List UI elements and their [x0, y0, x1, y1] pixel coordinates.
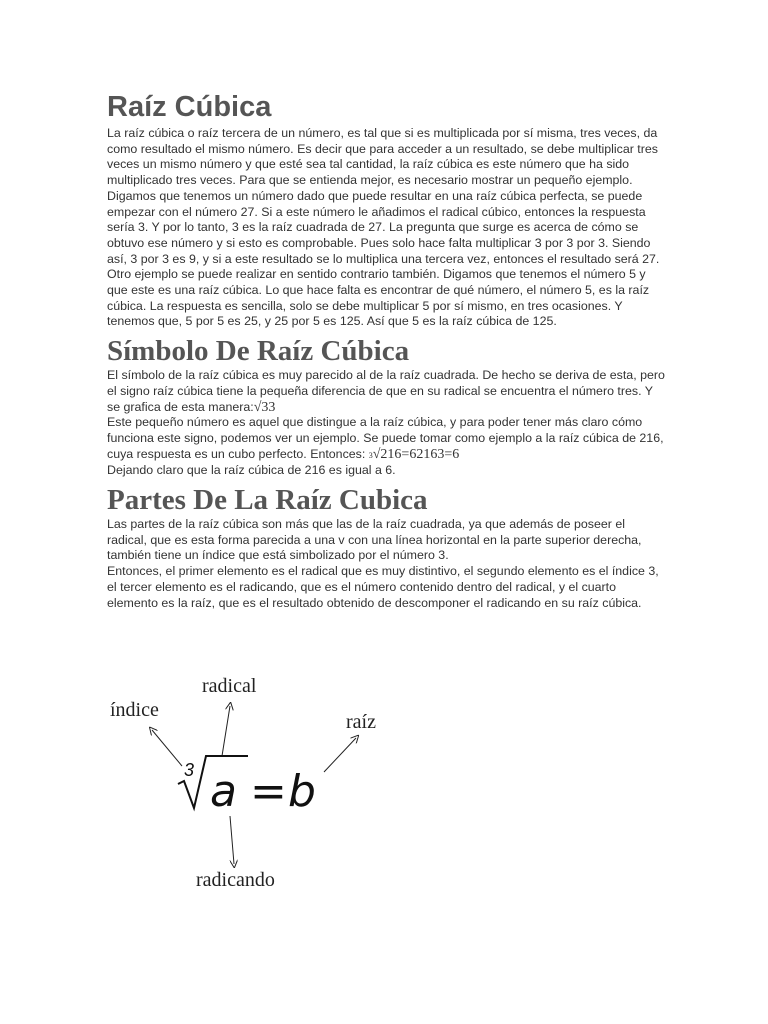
- arrow-index: [152, 730, 182, 766]
- cube-root-symbol: √33: [253, 399, 276, 415]
- paragraph: Entonces, el primer elemento es el radical que es muy distintivo, el segundo elemento es el índice 3, el tercer elemento es el radicando, que es el número contenido dentro del radical, y el cuarto elemento es la raíz, que es el resultado obtenido de descomponer el radicando en su raíz cúbica.: [107, 564, 659, 610]
- document-page: [107, 88, 667, 611]
- paragraph: Las partes de la raíz cúbica son más que las de la raíz cuadrada, ya que además de poseer el radical, que es esta forma parecida a una v con una línea horizontal en la parte superior derecha, también tiene un índice que está simbolizado por el número 3.: [107, 517, 642, 563]
- label-radicand: radicando: [196, 869, 275, 891]
- paragraph: La raíz cúbica o raíz tercera de un número, es tal que si es multiplicada por sí misma, tres veces, da como resultado el mismo número. Es decir que para acceder a un resultado, se debe multiplicar tres veces un mismo número y que esté sea tal cantidad, la raíz cúbica es este número que ha sido multiplicado tres veces. Para que se entienda mejor, es necesario mostrar un pequeño ejemplo.: [107, 126, 658, 188]
- section-title-partes: Partes De La Raíz Cubica: [107, 484, 428, 517]
- eq-index-digit: 3: [184, 760, 195, 780]
- cube-root-parts-diagram: [100, 668, 400, 908]
- arrow-root: [324, 738, 356, 772]
- section-title-raiz-cubica: Raíz Cúbica: [107, 91, 272, 123]
- eq-radicand: a: [210, 766, 237, 817]
- eq-result: b: [288, 766, 316, 817]
- math-index: 3: [368, 450, 373, 460]
- math-expression: √216=62163=6: [372, 446, 460, 462]
- label-radical: radical: [202, 675, 257, 697]
- eq-equals: =: [250, 766, 287, 817]
- paragraph-text: Este pequeño número es aquel que distingue a la raíz cúbica, y para poder tener más claro cómo funciona este signo, podemos ver un ejemplo. Se puede tomar como ejemplo a la raíz cúbica de 216, cuya respuesta es un cubo perfecto. Entonces:: [107, 415, 664, 461]
- diagram-svg: [100, 668, 400, 908]
- paragraph: Dejando claro que la raíz cúbica de 216 es igual a 6.: [107, 463, 396, 478]
- paragraph-text: El símbolo de la raíz cúbica es muy parecido al de la raíz cuadrada. De hecho se deriva de esta, pero el signo raíz cúbica tiene la pequeña diferencia de que en su radical se encuentra el número tres. Y se grafica de esta manera:: [107, 368, 665, 414]
- section-title-simbolo: Símbolo De Raíz Cúbica: [107, 335, 410, 368]
- label-index: índice: [110, 699, 159, 721]
- paragraph: Digamos que tenemos un número dado que puede resultar en una raíz cúbica perfecta, se puede empezar con el número 27. Si a este número le añadimos el radical cúbico, entonces la respuesta sería 3. Y por lo tanto, 3 es la raíz cuadrada de 27. La pregunta que surge es acerca de cómo se obtuvo ese número y si esto es comprobable. Pues solo hace falta multiplicar 3 por 3 por 3. Siendo así, 3 por 3 es 9, y si a este resultado se lo multiplica una tercera vez, entonces el resultado será 27.: [107, 188, 660, 266]
- arrow-radical: [222, 706, 230, 756]
- label-root: raíz: [346, 711, 376, 733]
- paragraph: [107, 368, 667, 415]
- paragraph: Otro ejemplo se puede realizar en sentido contrario también. Digamos que tenemos el número 5 y que este es una raíz cúbica. Lo que hace falta es encontrar de qué número, el número 5, es la raíz cúbica. La respuesta es sencilla, solo se debe multiplicar 5 por sí mismo, en tres ocasiones. Y tenemos que, 5 por 5 es 25, y 25 por 5 es 125. Así que 5 es la raíz cúbica de 125.: [107, 267, 650, 329]
- arrow-radicand: [230, 816, 234, 864]
- paragraph: [107, 415, 667, 463]
